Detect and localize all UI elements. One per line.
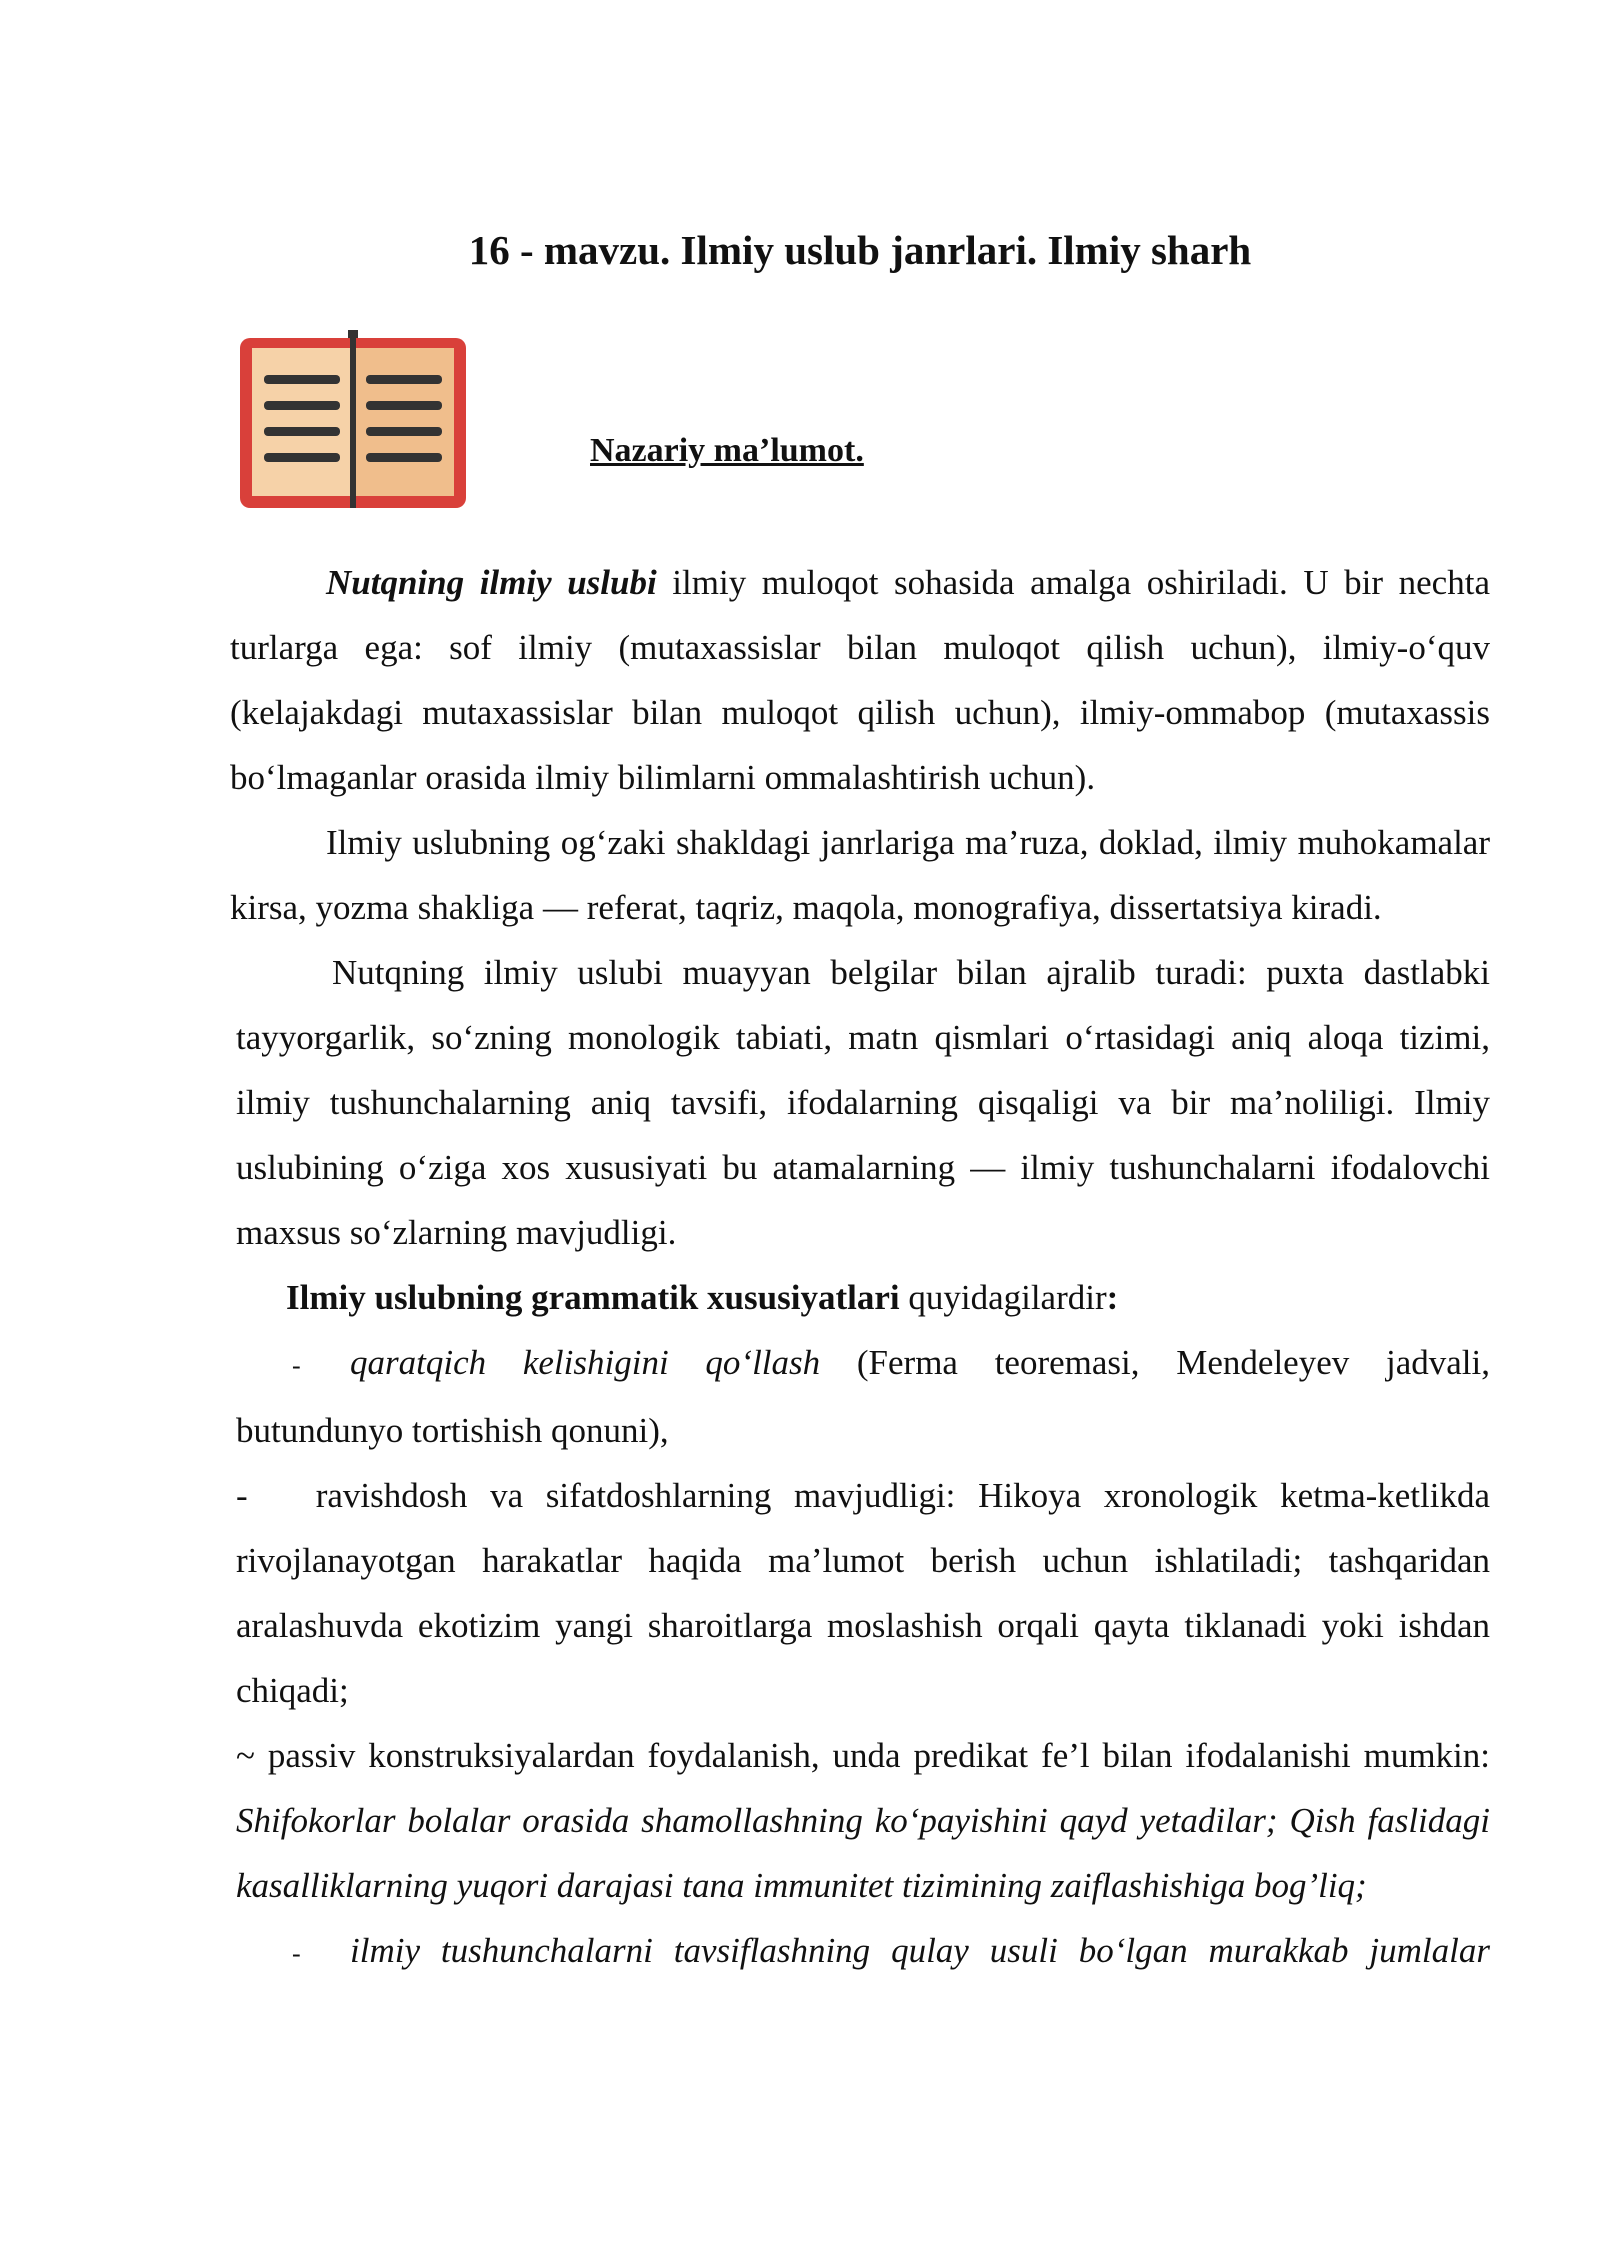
body-text [230, 550, 1490, 1986]
paragraph-grammar [230, 1265, 1490, 1330]
grammar-colon: : [1106, 1278, 1119, 1317]
section-subtitle: Nazariy ma’lumot. [590, 432, 864, 469]
intro-text: ilmiy muloqot sohasida amalga oshiriladi. U bir nechta turlarga ega: sof ilmiy (mutaxassislar bilan muloqot qilish uchun), ilmiy-o‘quv (kelajakdagi mutaxassislar bilan muloqot qilish uchun), ilmiy-ommabop (mutaxassis bo‘lmaganlar orasida ilmiy bilimlarni ommalashtirish uchun). [230, 563, 1490, 797]
paragraph-genres: Ilmiy uslubning og‘zaki shakldagi janrlariga ma’ruza, doklad, ilmiy muhokamalar kirsa, yozma shakliga — referat, taqriz, maqola, monografiya, dissertatsiya kiradi. [230, 823, 1490, 927]
intro-lead: Nutqning ilmiy uslubi [326, 563, 657, 602]
list-item-passive [230, 1723, 1490, 1918]
paragraph-intro [230, 550, 1490, 810]
list-item-complex-sentences [230, 1918, 1490, 1986]
item-genitive-italic: qaratqich kelishigini qo‘llash [350, 1343, 821, 1382]
list-marker: ~ [236, 1736, 255, 1775]
item-passive-italic: Shifokorlar bolalar orasida shamollashning ko‘payishini qayd yetadilar; Qish faslidagi kasalliklarning yuqori darajasi tana immunitet tizimining zaiflashishiga bog’liq; [236, 1801, 1490, 1905]
item-participles-text: ravishdosh va sifatdoshlarning mavjudligi: Hikoya xronologik ketma-ketlikda rivojlanayotgan harakatlar haqida ma’lumot berish uchun ishlatiladi; tashqaridan aralashuvda ekotizim yangi sharoitlarga moslashish orqali qayta tiklanadi yoki ishdan chiqadi; [236, 1476, 1491, 1710]
list-item-genitive [230, 1330, 1490, 1463]
grammar-text: quyidagilardir [899, 1278, 1107, 1317]
list-marker: - [292, 1939, 301, 1968]
list-item-participles [230, 1463, 1490, 1723]
item-passive-text: passiv konstruksiyalardan foydalanish, unda predikat fe’l bilan ifodalanishi mumkin: [254, 1736, 1490, 1775]
features-text: Nutqning ilmiy uslubi muayyan belgilar bilan ajralib turadi: puxta dastlabki tayyorgarlik, so‘zning monologik tabiati, matn qismlari o‘rtasidagi aniq aloqa tizimi, ilmiy tushunchalarning aniq tavsifi, ifodalarning qisqaligi va bir ma’noliligi. Ilmiy uslubining o‘ziga xos xususiyati bu atamalarning — ilmiy tushunchalarni ifodalovchi maxsus so‘zlarning mavjudligi. [236, 953, 1490, 1252]
item-genitive-text: (Ferma teoremasi, Mendeleyev jadvali, butundunyo tortishish qonuni), [236, 1343, 1490, 1450]
item-complex-italic: ilmiy tushunchalarni tavsiflashning qulay usuli bo‘lgan murakkab jumlalar [350, 1931, 1490, 1970]
page-title: 16 - mavzu. Ilmiy uslub janrlari. Ilmiy sharh [468, 227, 1252, 273]
list-marker: - [236, 1476, 248, 1515]
paragraph-features [230, 940, 1490, 1265]
open-book-icon [238, 330, 468, 512]
grammar-heading: Ilmiy uslubning grammatik xususiyatlari [286, 1278, 900, 1317]
list-marker: - [292, 1351, 301, 1380]
